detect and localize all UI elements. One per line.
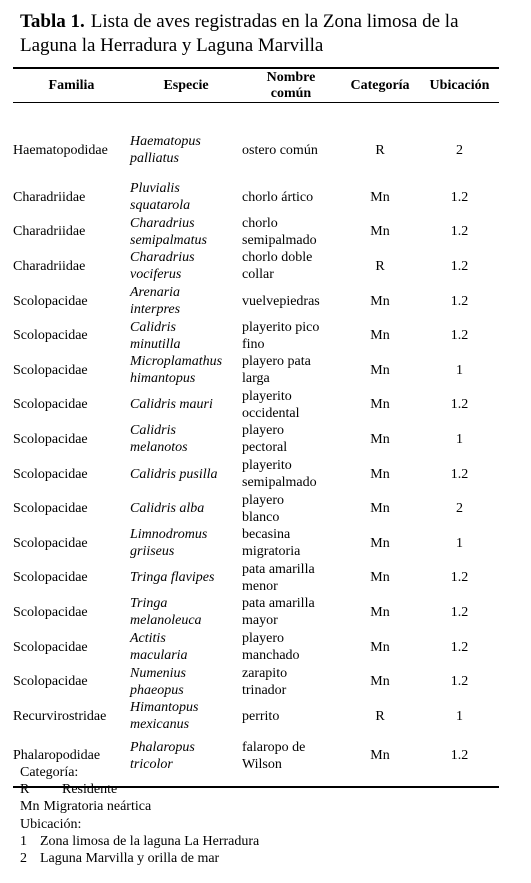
cell-especie-line: melanoleuca xyxy=(130,613,202,629)
cell-nombre-comun-line: collar xyxy=(242,267,274,283)
cell-ubicacion-line: 1.2 xyxy=(450,293,469,309)
cell-especie-line: Arenaria xyxy=(130,285,181,301)
cell-ubicacion xyxy=(420,353,499,388)
cell-especie-line: mexicanus xyxy=(130,717,190,733)
cell-especie xyxy=(130,388,242,423)
cell-categoria-line: Mn xyxy=(370,535,390,551)
cell-familia-line: Charadriidae xyxy=(13,189,86,205)
cell-nombre-comun xyxy=(242,180,340,215)
cell-ubicacion-line: 1.2 xyxy=(450,189,469,205)
cell-familia-line: Scolopacidae xyxy=(13,431,88,447)
cell-especie-line: minutilla xyxy=(130,336,181,352)
cell-categoria-line: Mn xyxy=(370,397,390,413)
cell-ubicacion-line: 1.2 xyxy=(450,674,469,690)
cell-categoria-line: Mn xyxy=(370,189,390,205)
cell-ubicacion-line: 1.2 xyxy=(450,604,469,620)
table-caption xyxy=(20,10,515,58)
cell-especie-line: phaeopus xyxy=(130,682,184,698)
cell-especie-line: Haematopus xyxy=(130,134,201,149)
cell-especie-line: Himantopus xyxy=(130,700,199,716)
cell-nombre-comun-line: blanco xyxy=(242,509,280,525)
cell-especie-line: Calidris alba xyxy=(130,501,205,517)
header-especie: Especie xyxy=(163,77,209,93)
cell-nombre-comun-line: Wilson xyxy=(242,756,282,772)
cell-categoria-line: Mn xyxy=(370,748,390,763)
cell-especie xyxy=(130,422,242,457)
table-row xyxy=(13,699,499,734)
cell-familia xyxy=(13,595,130,630)
cell-nombre-comun xyxy=(242,215,340,250)
table-row xyxy=(13,388,499,423)
cell-nombre-comun-line: chorlo ártico xyxy=(242,189,314,205)
cell-especie-line: Pluvialis xyxy=(130,181,180,197)
cell-especie-line: tricolor xyxy=(130,756,173,772)
table-notes xyxy=(20,764,500,867)
cell-categoria-line: R xyxy=(375,258,385,274)
cell-categoria xyxy=(340,215,420,250)
cell-ubicacion xyxy=(420,318,499,353)
note-categoria-title: Categoría: xyxy=(20,765,79,780)
cell-nombre-comun-line: playero pata xyxy=(242,354,311,370)
cell-nombre-comun-line: pata amarilla xyxy=(242,596,315,612)
cell-familia xyxy=(13,526,130,561)
cell-especie-line: Phalaropus xyxy=(130,739,195,755)
note-ubicacion-title: Ubicación: xyxy=(20,816,82,832)
note-mn-code: Mn xyxy=(20,799,40,815)
cell-familia-line: Scolopacidae xyxy=(13,328,88,344)
cell-familia-line: Scolopacidae xyxy=(13,604,88,620)
cell-categoria xyxy=(340,422,420,457)
table-row xyxy=(13,284,499,319)
cell-especie xyxy=(130,491,242,526)
cell-familia-line: Scolopacidae xyxy=(13,466,88,482)
cell-categoria xyxy=(340,561,420,596)
cell-familia-line: Charadriidae xyxy=(13,224,86,240)
note-r-code: R xyxy=(20,782,30,798)
cell-especie-line: Tringa xyxy=(130,596,168,612)
cell-especie xyxy=(130,215,242,250)
header-nombre-line1: Nombre xyxy=(266,69,316,85)
cell-nombre-comun xyxy=(242,595,340,630)
cell-familia-line: Scolopacidae xyxy=(13,639,88,655)
cell-nombre-comun-line: chorlo doble xyxy=(242,250,313,266)
cell-ubicacion-line: 1.2 xyxy=(450,570,469,586)
table-row xyxy=(13,526,499,561)
cell-categoria-line: Mn xyxy=(370,224,390,240)
cell-categoria xyxy=(340,249,420,284)
note-migratoria xyxy=(20,798,500,815)
cell-nombre-comun xyxy=(242,526,340,561)
cell-nombre-comun-line: larga xyxy=(242,371,270,387)
cell-familia xyxy=(13,318,130,353)
table-row xyxy=(13,630,499,665)
note-ubicacion-2 xyxy=(20,850,500,867)
cell-familia xyxy=(13,353,130,388)
cell-familia-line: Scolopacidae xyxy=(13,501,88,517)
cell-ubicacion-line: 1.2 xyxy=(450,328,469,344)
cell-ubicacion xyxy=(420,699,499,734)
note-u2-text: Laguna Marvilla y orilla de mar xyxy=(40,851,220,867)
cell-nombre-comun-line: perrito xyxy=(242,708,280,724)
note-residente xyxy=(20,781,500,798)
cell-familia xyxy=(13,180,130,215)
cell-ubicacion xyxy=(420,249,499,284)
cell-familia xyxy=(13,422,130,457)
cell-especie-line: Charadrius xyxy=(130,215,195,231)
cell-categoria xyxy=(340,595,420,630)
cell-categoria-line: Mn xyxy=(370,674,390,690)
cell-ubicacion xyxy=(420,103,499,181)
cell-ubicacion-line: 1 xyxy=(456,362,463,378)
cell-nombre-comun-line: semipalmado xyxy=(242,232,317,248)
table-row xyxy=(13,422,499,457)
cell-especie-line: macularia xyxy=(130,648,188,664)
cell-categoria xyxy=(340,526,420,561)
cell-familia xyxy=(13,457,130,492)
table-row xyxy=(13,353,499,388)
cell-nombre-comun-line: zarapito xyxy=(242,665,288,681)
cell-nombre-comun-line: pata amarilla xyxy=(242,561,315,577)
cell-categoria xyxy=(340,353,420,388)
note-u1-text: Zona limosa de la laguna La Herradura xyxy=(40,833,260,849)
cell-categoria-line: R xyxy=(375,142,385,158)
cell-nombre-comun-line: semipalmado xyxy=(242,475,317,491)
header-row xyxy=(13,68,499,103)
cell-ubicacion xyxy=(420,180,499,215)
cell-categoria xyxy=(340,699,420,734)
cell-nombre-comun-line: mayor xyxy=(242,613,278,629)
cell-especie-line: Calidris xyxy=(130,319,176,335)
cell-familia-line: Scolopacidae xyxy=(13,397,88,413)
cell-especie-line: melanotos xyxy=(130,440,188,456)
cell-nombre-comun xyxy=(242,457,340,492)
cell-ubicacion-line: 1.2 xyxy=(450,224,469,240)
cell-especie xyxy=(130,526,242,561)
table-row xyxy=(13,561,499,596)
cell-especie xyxy=(130,630,242,665)
note-u2-code: 2 xyxy=(20,851,27,867)
cell-categoria-line: Mn xyxy=(370,639,390,655)
cell-nombre-comun xyxy=(242,353,340,388)
caption-text: Lista de aves registradas en la Zona limosa de la Laguna la Herradura y Laguna Marvilla xyxy=(20,11,459,56)
cell-familia xyxy=(13,699,130,734)
cell-nombre-comun-line: playero xyxy=(242,631,284,647)
cell-especie-line: Tringa flavipes xyxy=(130,570,215,586)
cell-nombre-comun-line: playero xyxy=(242,492,284,508)
cell-ubicacion xyxy=(420,526,499,561)
cell-nombre-comun-line: fino xyxy=(242,336,265,352)
cell-ubicacion-line: 1.2 xyxy=(450,748,469,763)
cell-especie xyxy=(130,318,242,353)
header-ubicacion: Ubicación xyxy=(429,77,490,93)
cell-familia xyxy=(13,284,130,319)
cell-nombre-comun xyxy=(242,284,340,319)
table-row xyxy=(13,491,499,526)
cell-nombre-comun-line: chorlo xyxy=(242,215,278,231)
note-ubicacion-1 xyxy=(20,833,500,850)
cell-familia-line: Haematopodidae xyxy=(13,142,108,158)
cell-categoria-line: Mn xyxy=(370,570,390,586)
cell-ubicacion xyxy=(420,215,499,250)
cell-nombre-comun-line: trinador xyxy=(242,682,287,698)
cell-nombre-comun-line: menor xyxy=(242,578,278,594)
cell-especie xyxy=(130,664,242,699)
cell-categoria xyxy=(340,103,420,181)
cell-especie-line: himantopus xyxy=(130,371,196,387)
cell-categoria xyxy=(340,491,420,526)
header-categoria: Categoría xyxy=(350,77,410,93)
cell-familia xyxy=(13,388,130,423)
table-row xyxy=(13,318,499,353)
cell-ubicacion-line: 1.2 xyxy=(450,639,469,655)
cell-nombre-comun-line: playerito pico xyxy=(242,319,320,335)
table-header xyxy=(13,68,499,103)
cell-ubicacion-line: 1 xyxy=(456,431,463,447)
table-row xyxy=(13,664,499,699)
cell-ubicacion xyxy=(420,491,499,526)
cell-ubicacion xyxy=(420,388,499,423)
cell-categoria xyxy=(340,630,420,665)
table-row xyxy=(13,249,499,284)
note-u1-code: 1 xyxy=(20,833,27,849)
cell-categoria-line: Mn xyxy=(370,431,390,447)
table-body xyxy=(13,103,499,787)
cell-ubicacion xyxy=(420,561,499,596)
cell-especie xyxy=(130,699,242,734)
cell-familia-line: Charadriidae xyxy=(13,258,86,274)
cell-nombre-comun xyxy=(242,664,340,699)
cell-nombre-comun xyxy=(242,422,340,457)
cell-categoria xyxy=(340,318,420,353)
cell-categoria xyxy=(340,457,420,492)
cell-especie xyxy=(130,595,242,630)
table-row xyxy=(13,103,499,181)
cell-categoria xyxy=(340,284,420,319)
cell-ubicacion xyxy=(420,630,499,665)
cell-ubicacion-line: 1 xyxy=(456,535,463,551)
cell-ubicacion xyxy=(420,457,499,492)
cell-categoria-line: Mn xyxy=(370,328,390,344)
cell-ubicacion-line: 1.2 xyxy=(450,258,469,274)
cell-especie-line: Calidris pusilla xyxy=(130,466,218,482)
cell-nombre-comun-line: pectoral xyxy=(242,440,288,456)
cell-familia-line: Scolopacidae xyxy=(13,674,88,690)
bird-table xyxy=(13,67,499,788)
cell-especie-line: griiseus xyxy=(130,544,175,560)
cell-ubicacion xyxy=(420,284,499,319)
cell-ubicacion xyxy=(420,664,499,699)
header-familia: Familia xyxy=(48,77,95,93)
cell-familia-line: Recurvirostridae xyxy=(13,708,107,724)
cell-categoria-line: R xyxy=(375,708,385,724)
cell-especie-line: Microplamathus xyxy=(130,354,223,370)
cell-nombre-comun-line: vuelvepiedras xyxy=(242,293,320,309)
cell-nombre-comun-line: falaropo de xyxy=(242,739,306,755)
cell-nombre-comun-line: playero xyxy=(242,423,284,439)
cell-nombre-comun xyxy=(242,388,340,423)
table-row xyxy=(13,180,499,215)
cell-nombre-comun xyxy=(242,249,340,284)
cell-nombre-comun xyxy=(242,561,340,596)
note-r-text: Residente xyxy=(62,782,118,798)
cell-especie xyxy=(130,249,242,284)
cell-especie-line: Numenius xyxy=(130,665,186,681)
cell-especie xyxy=(130,284,242,319)
caption-label: Tabla 1. xyxy=(20,11,85,32)
cell-ubicacion-line: 1 xyxy=(456,708,463,724)
header-nombre-line2: común xyxy=(270,85,312,101)
cell-especie-line: semipalmatus xyxy=(130,232,207,248)
cell-nombre-comun xyxy=(242,491,340,526)
cell-categoria-line: Mn xyxy=(370,501,390,517)
cell-especie xyxy=(130,561,242,596)
cell-nombre-comun-line: playerito xyxy=(242,388,292,404)
cell-familia xyxy=(13,491,130,526)
cell-nombre-comun-line: playerito xyxy=(242,458,292,474)
cell-familia xyxy=(13,561,130,596)
cell-nombre-comun xyxy=(242,103,340,181)
cell-especie xyxy=(130,353,242,388)
cell-ubicacion-line: 1.2 xyxy=(450,397,469,413)
cell-familia-line: Scolopacidae xyxy=(13,535,88,551)
cell-nombre-comun-line: ostero común xyxy=(242,142,318,158)
cell-ubicacion xyxy=(420,595,499,630)
cell-especie-line: Calidris xyxy=(130,423,176,439)
cell-familia-line: Scolopacidae xyxy=(13,362,88,378)
cell-familia-line: Scolopacidae xyxy=(13,570,88,586)
cell-ubicacion xyxy=(420,422,499,457)
cell-categoria-line: Mn xyxy=(370,604,390,620)
cell-nombre-comun xyxy=(242,318,340,353)
note-mn-text: Migratoria neártica xyxy=(43,799,152,815)
cell-ubicacion-line: 2 xyxy=(456,501,463,517)
cell-categoria-line: Mn xyxy=(370,466,390,482)
cell-especie xyxy=(130,180,242,215)
cell-ubicacion-line: 1.2 xyxy=(450,466,469,482)
cell-familia xyxy=(13,630,130,665)
cell-familia xyxy=(13,664,130,699)
cell-familia xyxy=(13,103,130,181)
header-nombre-comun xyxy=(242,68,340,103)
cell-familia-line: Scolopacidae xyxy=(13,293,88,309)
cell-especie-line: palliatus xyxy=(130,151,180,166)
cell-especie xyxy=(130,457,242,492)
cell-especie-line: Actitis xyxy=(130,631,166,647)
cell-familia xyxy=(13,249,130,284)
cell-especie-line: Limnodromus xyxy=(130,527,208,543)
cell-especie xyxy=(130,103,242,181)
table-row xyxy=(13,595,499,630)
cell-nombre-comun-line: becasina xyxy=(242,527,291,543)
cell-especie-line: vociferus xyxy=(130,267,182,283)
cell-especie-line: interpres xyxy=(130,302,181,318)
cell-nombre-comun-line: manchado xyxy=(242,648,300,664)
cell-nombre-comun-line: migratoria xyxy=(242,544,301,560)
cell-categoria xyxy=(340,388,420,423)
table-row xyxy=(13,457,499,492)
cell-nombre-comun xyxy=(242,630,340,665)
cell-categoria xyxy=(340,180,420,215)
cell-categoria-line: Mn xyxy=(370,362,390,378)
cell-categoria-line: Mn xyxy=(370,293,390,309)
cell-nombre-comun-line: occidental xyxy=(242,405,300,421)
cell-especie-line: Calidris mauri xyxy=(130,397,213,413)
cell-familia xyxy=(13,215,130,250)
cell-especie-line: squatarola xyxy=(130,198,191,214)
table-row xyxy=(13,215,499,250)
cell-categoria xyxy=(340,664,420,699)
cell-familia-line: Phalaropodidae xyxy=(13,748,101,763)
cell-ubicacion-line: 2 xyxy=(456,142,463,158)
cell-nombre-comun xyxy=(242,699,340,734)
cell-especie-line: Charadrius xyxy=(130,250,195,266)
